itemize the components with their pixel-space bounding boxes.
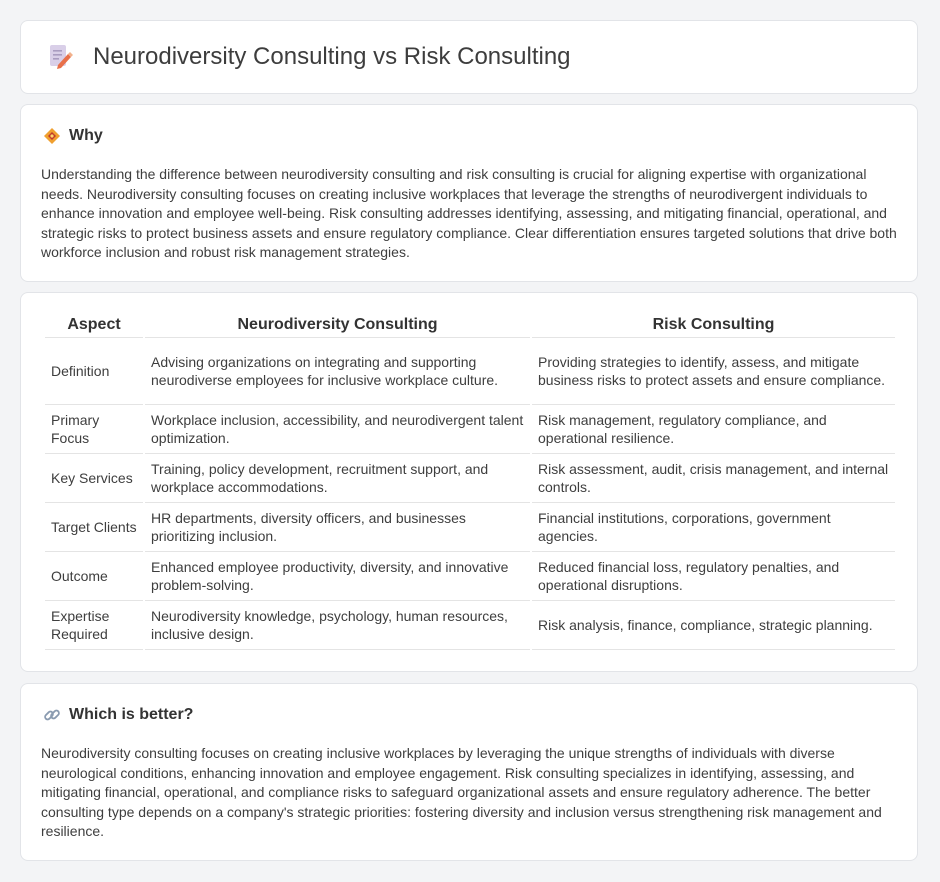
aspect-cell: Key Services	[45, 454, 143, 503]
neuro-cell: Training, policy development, recruitment support, and workplace accommodations.	[145, 454, 530, 503]
table-row	[45, 454, 895, 503]
risk-cell: Financial institutions, corporations, government agencies.	[532, 503, 895, 552]
table-row	[45, 552, 895, 601]
which-better-section	[20, 683, 918, 861]
risk-cell: Risk assessment, audit, crisis management, and internal controls.	[532, 454, 895, 503]
title-card	[20, 20, 918, 94]
comparison-table	[43, 313, 897, 650]
aspect-cell: Expertise Required	[45, 601, 143, 650]
table-row	[45, 601, 895, 650]
table-row	[45, 405, 895, 454]
link-icon	[43, 706, 61, 724]
why-section	[20, 104, 918, 282]
table-row	[45, 503, 895, 552]
aspect-cell: Definition	[45, 338, 143, 405]
aspect-cell: Primary Focus	[45, 405, 143, 454]
header-neurodiversity: Neurodiversity Consulting	[145, 313, 530, 338]
neuro-cell: HR departments, diversity officers, and businesses prioritizing inclusion.	[145, 503, 530, 552]
table-row	[45, 338, 895, 405]
why-title: Why	[69, 127, 103, 144]
risk-cell: Providing strategies to identify, assess, and mitigate business risks to protect assets and ensure compliance.	[532, 338, 895, 405]
which-better-title: Which is better?	[69, 706, 194, 723]
page-title: Neurodiversity Consulting vs Risk Consulting	[93, 43, 571, 70]
risk-cell: Risk management, regulatory compliance, and operational resilience.	[532, 405, 895, 454]
comparison-section	[20, 292, 918, 672]
diamond-icon	[43, 127, 61, 145]
header-risk: Risk Consulting	[532, 313, 895, 338]
which-better-body: Neurodiversity consulting focuses on creating inclusive workplaces by leveraging the unique strengths of individuals with diverse neurological conditions, enhancing innovation and employee engagement. Risk consulting specializes in identifying, assessing, and mitigating financial, operational, and compliance risks to safeguard organizational assets and ensure regulatory adherence. The better consulting type depends on a company's strategic priorities: fostering diversity and inclusion versus strengthening risk management and resilience.	[41, 745, 882, 840]
header-aspect: Aspect	[45, 313, 143, 338]
why-body: Understanding the difference between neurodiversity consulting and risk consulting is crucial for aligning expertise with organizational needs. Neurodiversity consulting focuses on creating inclusive workplaces that leverage the strengths of neurodivergent individuals to enhance innovation and employee well-being. Risk consulting addresses identifying, assessing, and mitigating financial, operational, and strategic risks to protect business assets and ensure regulatory compliance. Clear differentiation ensures targeted solutions that drive both workforce inclusion and robust risk management strategies.	[41, 166, 897, 261]
risk-cell: Reduced financial loss, regulatory penalties, and operational disruptions.	[532, 552, 895, 601]
neuro-cell: Advising organizations on integrating and supporting neurodiverse employees for inclusive workplace culture.	[145, 338, 530, 405]
neuro-cell: Enhanced employee productivity, diversity, and innovative problem-solving.	[145, 552, 530, 601]
aspect-cell: Target Clients	[45, 503, 143, 552]
neuro-cell: Workplace inclusion, accessibility, and neurodivergent talent optimization.	[145, 405, 530, 454]
aspect-cell: Outcome	[45, 552, 143, 601]
risk-cell: Risk analysis, finance, compliance, strategic planning.	[532, 601, 895, 650]
table-header-row	[45, 313, 895, 338]
neuro-cell: Neurodiversity knowledge, psychology, human resources, inclusive design.	[145, 601, 530, 650]
document-pencil-icon	[47, 43, 73, 71]
